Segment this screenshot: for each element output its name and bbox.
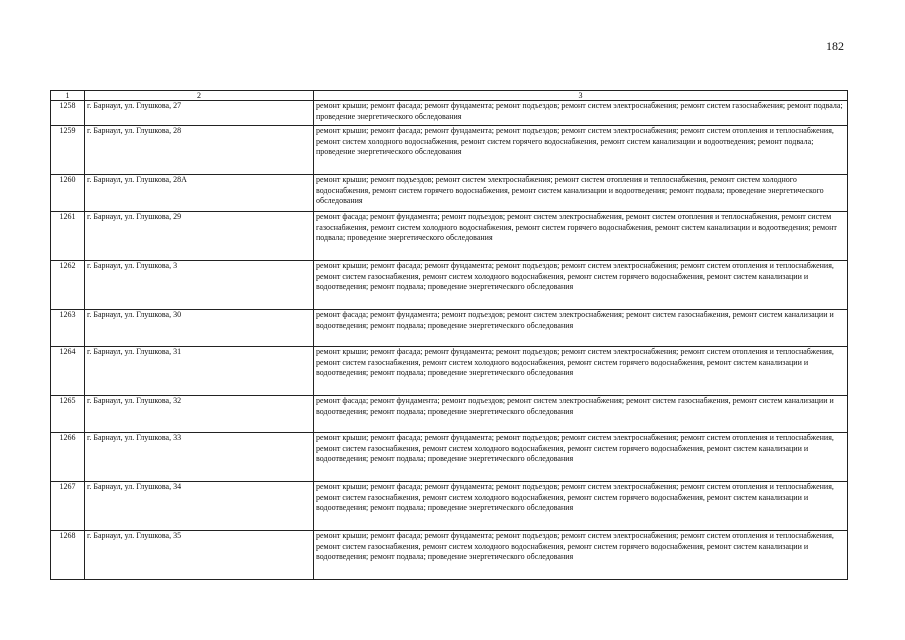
row-number: 1261 <box>51 212 85 261</box>
row-works: ремонт крыши; ремонт фасада; ремонт фундамента; ремонт подъездов; ремонт систем электроснабжения; ремонт систем отопления и теплоснабжения, ремонт систем газоснабжения, ремонт систем холодного водоснабжения, ремонт систем горячего водоснабжения, ремонт систем канализации и водоотведения; ремонт подвала; проведение энергетического обследования <box>314 433 848 482</box>
row-address: г. Барнаул, ул. Глушкова, 29 <box>85 212 314 261</box>
row-number: 1267 <box>51 482 85 531</box>
row-number: 1260 <box>51 175 85 212</box>
table-header-row <box>51 91 848 101</box>
row-number: 1268 <box>51 531 85 580</box>
row-address: г. Барнаул, ул. Глушкова, 30 <box>85 310 314 347</box>
table-row <box>51 347 848 396</box>
table-row <box>51 175 848 212</box>
row-number: 1258 <box>51 101 85 126</box>
row-number: 1265 <box>51 396 85 433</box>
row-number: 1262 <box>51 261 85 310</box>
row-works: ремонт фасада; ремонт фундамента; ремонт подъездов; ремонт систем электроснабжения, ремонт систем отопления и теплоснабжения, ремонт систем газоснабжения, ремонт систем холодного водоснабжения, ремонт систем горячего водоснабжения, ремонт систем канализации и водоотведения; ремонт подвала; проведение энергетического обследования <box>314 212 848 261</box>
row-address: г. Барнаул, ул. Глушкова, 27 <box>85 101 314 126</box>
row-number: 1264 <box>51 347 85 396</box>
table-row <box>51 531 848 580</box>
header-col-3: 3 <box>314 91 848 101</box>
row-address: г. Барнаул, ул. Глушкова, 3 <box>85 261 314 310</box>
row-address: г. Барнаул, ул. Глушкова, 34 <box>85 482 314 531</box>
row-works: ремонт крыши; ремонт фасада; ремонт фундамента; ремонт подъездов; ремонт систем электроснабжения; ремонт систем газоснабжения; ремонт подвала; проведение энергетического обследования <box>314 101 848 126</box>
table-row <box>51 126 848 175</box>
table-row <box>51 310 848 347</box>
row-address: г. Барнаул, ул. Глушкова, 33 <box>85 433 314 482</box>
row-number: 1266 <box>51 433 85 482</box>
row-address: г. Барнаул, ул. Глушкова, 31 <box>85 347 314 396</box>
header-col-2: 2 <box>85 91 314 101</box>
row-number: 1263 <box>51 310 85 347</box>
row-works: ремонт крыши; ремонт фасада; ремонт фундамента; ремонт подъездов; ремонт систем электроснабжения; ремонт систем отопления и теплоснабжения, ремонт систем газоснабжения, ремонт систем холодного водоснабжения, ремонт систем горячего водоснабжения, ремонт систем канализации и водоотведения; ремонт подвала; проведение энергетического обследования <box>314 261 848 310</box>
row-works: ремонт фасада; ремонт фундамента; ремонт подъездов; ремонт систем электроснабжения; ремонт систем газоснабжения, ремонт систем канализации и водоотведения; ремонт подвала; проведение энергетического обследования <box>314 396 848 433</box>
table-row <box>51 396 848 433</box>
header-col-1: 1 <box>51 91 85 101</box>
row-works: ремонт крыши; ремонт фасада; ремонт фундамента; ремонт подъездов; ремонт систем электроснабжения; ремонт систем отопления и теплоснабжения, ремонт систем газоснабжения, ремонт систем холодного водоснабжения, ремонт систем горячего водоснабжения, ремонт систем канализации и водоотведения; ремонт подвала; проведение энергетического обследования <box>314 482 848 531</box>
row-address: г. Барнаул, ул. Глушкова, 35 <box>85 531 314 580</box>
row-works: ремонт крыши; ремонт фасада; ремонт фундамента; ремонт подъездов; ремонт систем электроснабжения; ремонт систем отопления и теплоснабжения, ремонт систем холодного водоснабжения, ремонт систем горячего водоснабжения, ремонт систем канализации и водоотведения; ремонт подвала; проведение энергетического обследования <box>314 126 848 175</box>
table-row <box>51 433 848 482</box>
row-address: г. Барнаул, ул. Глушкова, 32 <box>85 396 314 433</box>
buildings-table <box>50 90 848 580</box>
row-works: ремонт крыши; ремонт фасада; ремонт фундамента; ремонт подъездов; ремонт систем электроснабжения; ремонт систем отопления и теплоснабжения, ремонт систем газоснабжения, ремонт систем холодного водоснабжения, ремонт систем горячего водоснабжения, ремонт систем канализации и водоотведения; ремонт подвала; проведение энергетического обследования <box>314 347 848 396</box>
row-address: г. Барнаул, ул. Глушкова, 28А <box>85 175 314 212</box>
row-number: 1259 <box>51 126 85 175</box>
row-works: ремонт крыши; ремонт фасада; ремонт фундамента; ремонт подъездов; ремонт систем электроснабжения; ремонт систем отопления и теплоснабжения, ремонт систем газоснабжения, ремонт систем холодного водоснабжения, ремонт систем горячего водоснабжения, ремонт систем канализации и водоотведения; ремонт подвала; проведение энергетического обследования <box>314 531 848 580</box>
table-row <box>51 212 848 261</box>
row-address: г. Барнаул, ул. Глушкова, 28 <box>85 126 314 175</box>
page-number: 182 <box>826 39 844 53</box>
table-row <box>51 101 848 126</box>
table-row <box>51 482 848 531</box>
row-works: ремонт крыши; ремонт подъездов; ремонт систем электроснабжения; ремонт систем отопления и теплоснабжения, ремонт систем холодного водоснабжения, ремонт систем горячего водоснабжения, ремонт систем канализации и водоотведения; ремонт подвала; проведение энергетического обследования <box>314 175 848 212</box>
table-row <box>51 261 848 310</box>
row-works: ремонт фасада; ремонт фундамента; ремонт подъездов; ремонт систем электроснабжения; ремонт систем газоснабжения, ремонт систем канализации и водоотведения; ремонт подвала; проведение энергетического обследования <box>314 310 848 347</box>
